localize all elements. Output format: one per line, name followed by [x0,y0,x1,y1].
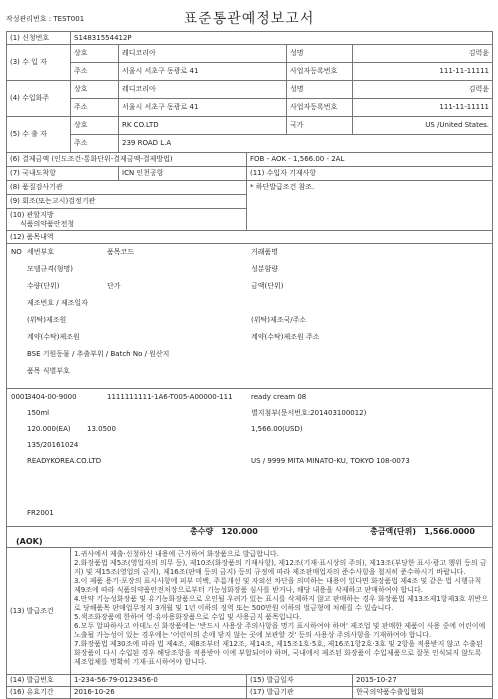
total-qty-label: 총수량 [190,527,214,536]
payment-value: FOB - AOK - 1,566.00 - 2AL [247,153,493,167]
exporter-name-label: 상호 [71,117,119,135]
importer-biz-label: 사업자등록번호 [287,63,353,81]
goods-hs: 3404-00-9000 [27,393,77,401]
condition-note: 5.색조화장품에 한하여 영·유아용화장품으로 수입 및 사용금지 품목입니다. [74,613,302,621]
item-header-cell: (위탁)제조원 [27,316,67,324]
consignee-name-label: 상호 [71,81,119,99]
goods-unit-price: 13.0500 [87,425,116,433]
consignee-biz-label: 사업자등록번호 [287,99,353,117]
exporter-country: US /United States. [353,117,493,135]
importer-label: (3) 수 입 자 [7,45,71,81]
regional-authority-sub: 식품의약품안전청 [20,219,75,228]
item-header-cell: (위탁)제조국/주소 [251,316,307,324]
goods-maker-addr: US / 9999 MITA MINATO-KU, TOKYO 108-0073 [251,457,410,465]
item-header-cell: 금액(단위) [251,282,284,290]
importer-addr: 서울시 서초구 동광로 41 [119,63,287,81]
application-number-label: (1) 신청번호 [7,32,71,45]
exporter-country-label: 국가 [287,117,353,135]
issue-number-label: (14) 발급번호 [7,675,71,687]
importer-notes: * 하단발급조건 참조. [247,181,493,231]
total-currency: (AOK) [16,537,43,546]
goods-entry [7,389,493,527]
goods-name: ready cream 08 [251,393,307,401]
goods-origin: FR2001 [27,509,54,517]
item-header-cell: 거래품명 [251,248,279,256]
total-amount: 1,566.0000 [424,527,475,536]
condition-note: 7.화장품법 제30조에 따라 법 제4조, 제8조부터 제12조, 제14조, 제15조1호·5호, 제16조1항2호·3호 및 2항을 적용받지 않고 수출된 화장품이 다시 수입된 경우 해당조항을 적용받아 이에 부합되어야 하며, 국내에서 제조된 화장품이 수입제품으로 잘못 인식되지 않도록 제조업체를 명확히 기재·표시하여야 합니다. [74,640,483,666]
item-details-label: (12) 품목내역 [7,231,493,244]
consignee-rep: 김력윤 [353,81,493,99]
issue-number: 1-234-56-79-0123456-0 [71,675,247,687]
item-header-block [7,244,492,388]
goods-code: 1111111111-1A6-T005-A00000-111 [107,393,233,401]
condition-note: 1.귀사에서 제출·신청하신 내용에 근거하여 화장품으로 발급합니다. [74,550,279,558]
goods-model: 150ml [27,409,50,417]
total-qty: 120.000 [221,527,258,536]
exporter-addr-label: 주소 [71,135,119,153]
conditions-label: (13) 발급조건 [7,548,71,675]
consignee-biz: 111-11-11111 [353,99,493,117]
exporter-label: (5) 수 출 자 [7,117,71,153]
consignee-addr-label: 주소 [71,99,119,117]
importer-rep: 김력윤 [353,45,493,63]
item-header-cell: 제조번호 / 제조일자 [27,299,88,307]
validity-label: (16) 유효기간 [7,687,71,699]
report-form [6,31,493,699]
item-header-cell: 계약(수탁)제조원 주소 [251,333,320,341]
consignee-rep-label: 성명 [287,81,353,99]
item-header-cell: 모델규격(형명) [27,265,74,273]
item-header-cell: 성분함량 [251,265,279,273]
issuer-label: (17) 발급기관 [247,687,353,699]
exporter-addr: 239 ROAD L.A [119,135,493,153]
arrival-port: ICN 인천공항 [119,167,247,181]
issue-date: 2015-10-27 [353,675,493,687]
importer-rep-label: 성명 [287,45,353,63]
page-title: 표준통관예정보고서 [183,11,315,27]
management-number: 작성관리번호 : TEST001 [6,15,85,23]
goods-qty: 120.000(EA) [27,425,71,433]
regional-authority [7,209,247,231]
importer-biz: 111-11-11111 [353,63,493,81]
item-header-cell: NO [11,248,22,256]
importer-name-label: 상호 [71,45,119,63]
quality-inspection-label: (8) 품질검사기관 [7,181,247,195]
exporter-name: RK CO.LTD [119,117,287,135]
item-header-cell: 계약(수탁)제조원 [27,333,80,341]
item-header-cell: 품목 식별부호 [27,367,70,375]
consignee-name: 레디코리아 [119,81,287,99]
totals-row [7,527,493,548]
condition-note: 3.이 제품 용기·포장의 표시사항에 피부 미백, 주름개선 및 자외선 차단을 의미하는 내용이 있다면 화장품법 제4조 및 같은 법 시행규칙 제9조에 따라 식품의약품안전처장으로부터 기능성화장품 심사를 받거나, 해당 내용을 삭제하고 판매하여야 합니다. [74,577,482,594]
importer-addr-label: 주소 [71,63,119,81]
goods-no: 0001 [11,393,29,401]
item-header-cell: 수량(단위) [27,282,60,290]
validity: 2016-10-26 [71,687,247,699]
condition-note: 6.모두 알파하사고 아데노신 화장품에는 '반드시 사용상 주의사항을 명기 표시하여야 하며' 제조업 및 판매한 제품이 사용 중에 어린이에 노출될 가능성이 있는 경우에는 '어린이의 손에 닿지 않는 곳에 보관할 것' 등의 사용상 주의사항을 기재하여야 합니다. [74,622,486,639]
issuer: 한국의약품수출입협회 [353,687,493,699]
item-header-cell: 품목코드 [107,248,135,256]
item-header-cell: 단가 [107,282,121,290]
goods-maker: READYKOREA.CO.LTD [27,457,102,465]
conditions-notes [71,548,493,675]
consignee-addr: 서울시 서초구 동광로 41 [119,99,287,117]
item-header [7,244,493,389]
condition-note: 4.만약 기능성화장품 및 유기농화장품으로 오인될 우려가 있는 표시를 삭제하지 않고 판매하는 경우 화장품법 제13조제1항제3호 위반으로 당해품목 판매업무정지 3개월 및 1년 이하의 징역 또는 500만원 이하의 벌금형에 처해질 수 있습니다. [74,595,489,612]
goods-block [7,389,492,526]
item-header-cell: 세번부호 [27,248,55,256]
arrival-port-label: (7) 국내도착항 [7,167,119,181]
payment-label: (6) 결제금액 (인도조건-통화단위-결제금액-결제방법) [7,153,247,167]
consignee-label: (4) 수입화주 [7,81,71,117]
importer-notes-label: (11) 수입자 기재사항 [247,167,493,181]
goods-lot: 135/20161024 [27,441,79,449]
total-amount-label: 총금액(단위) [370,527,417,536]
regional-authority-label: (10) 관할지방 [10,210,54,219]
issue-date-label: (15) 발급일자 [247,675,353,687]
condition-note: 2.화장품법 제5조(영업자의 의무 등), 제10조(화장품의 기재사항), 제12조(기재·표시상의 주의), 제13조(부당한 표시·광고 행위 등의 금지) 및 제15조(영업의 금지), 제16조(판매 등의 금지) 등의 규정에 따라 제조판매업자의 준수사항을 철저히 준수하시기 바랍니다. [74,559,487,576]
application-number: S14831554412P [71,32,493,45]
goods-attach: 별지첨부(문서번호:201403100012) [251,409,367,417]
importer-name: 레디코리아 [119,45,287,63]
report-header [6,6,492,28]
item-header-cell: BSE 기원동물 / 추출부위 / Batch No / 원산지 [27,350,170,358]
goods-amount: 1,566.00(USD) [251,425,303,433]
inspection-agency-label: (9) 회조(또는고시)검정기관 [7,195,247,209]
